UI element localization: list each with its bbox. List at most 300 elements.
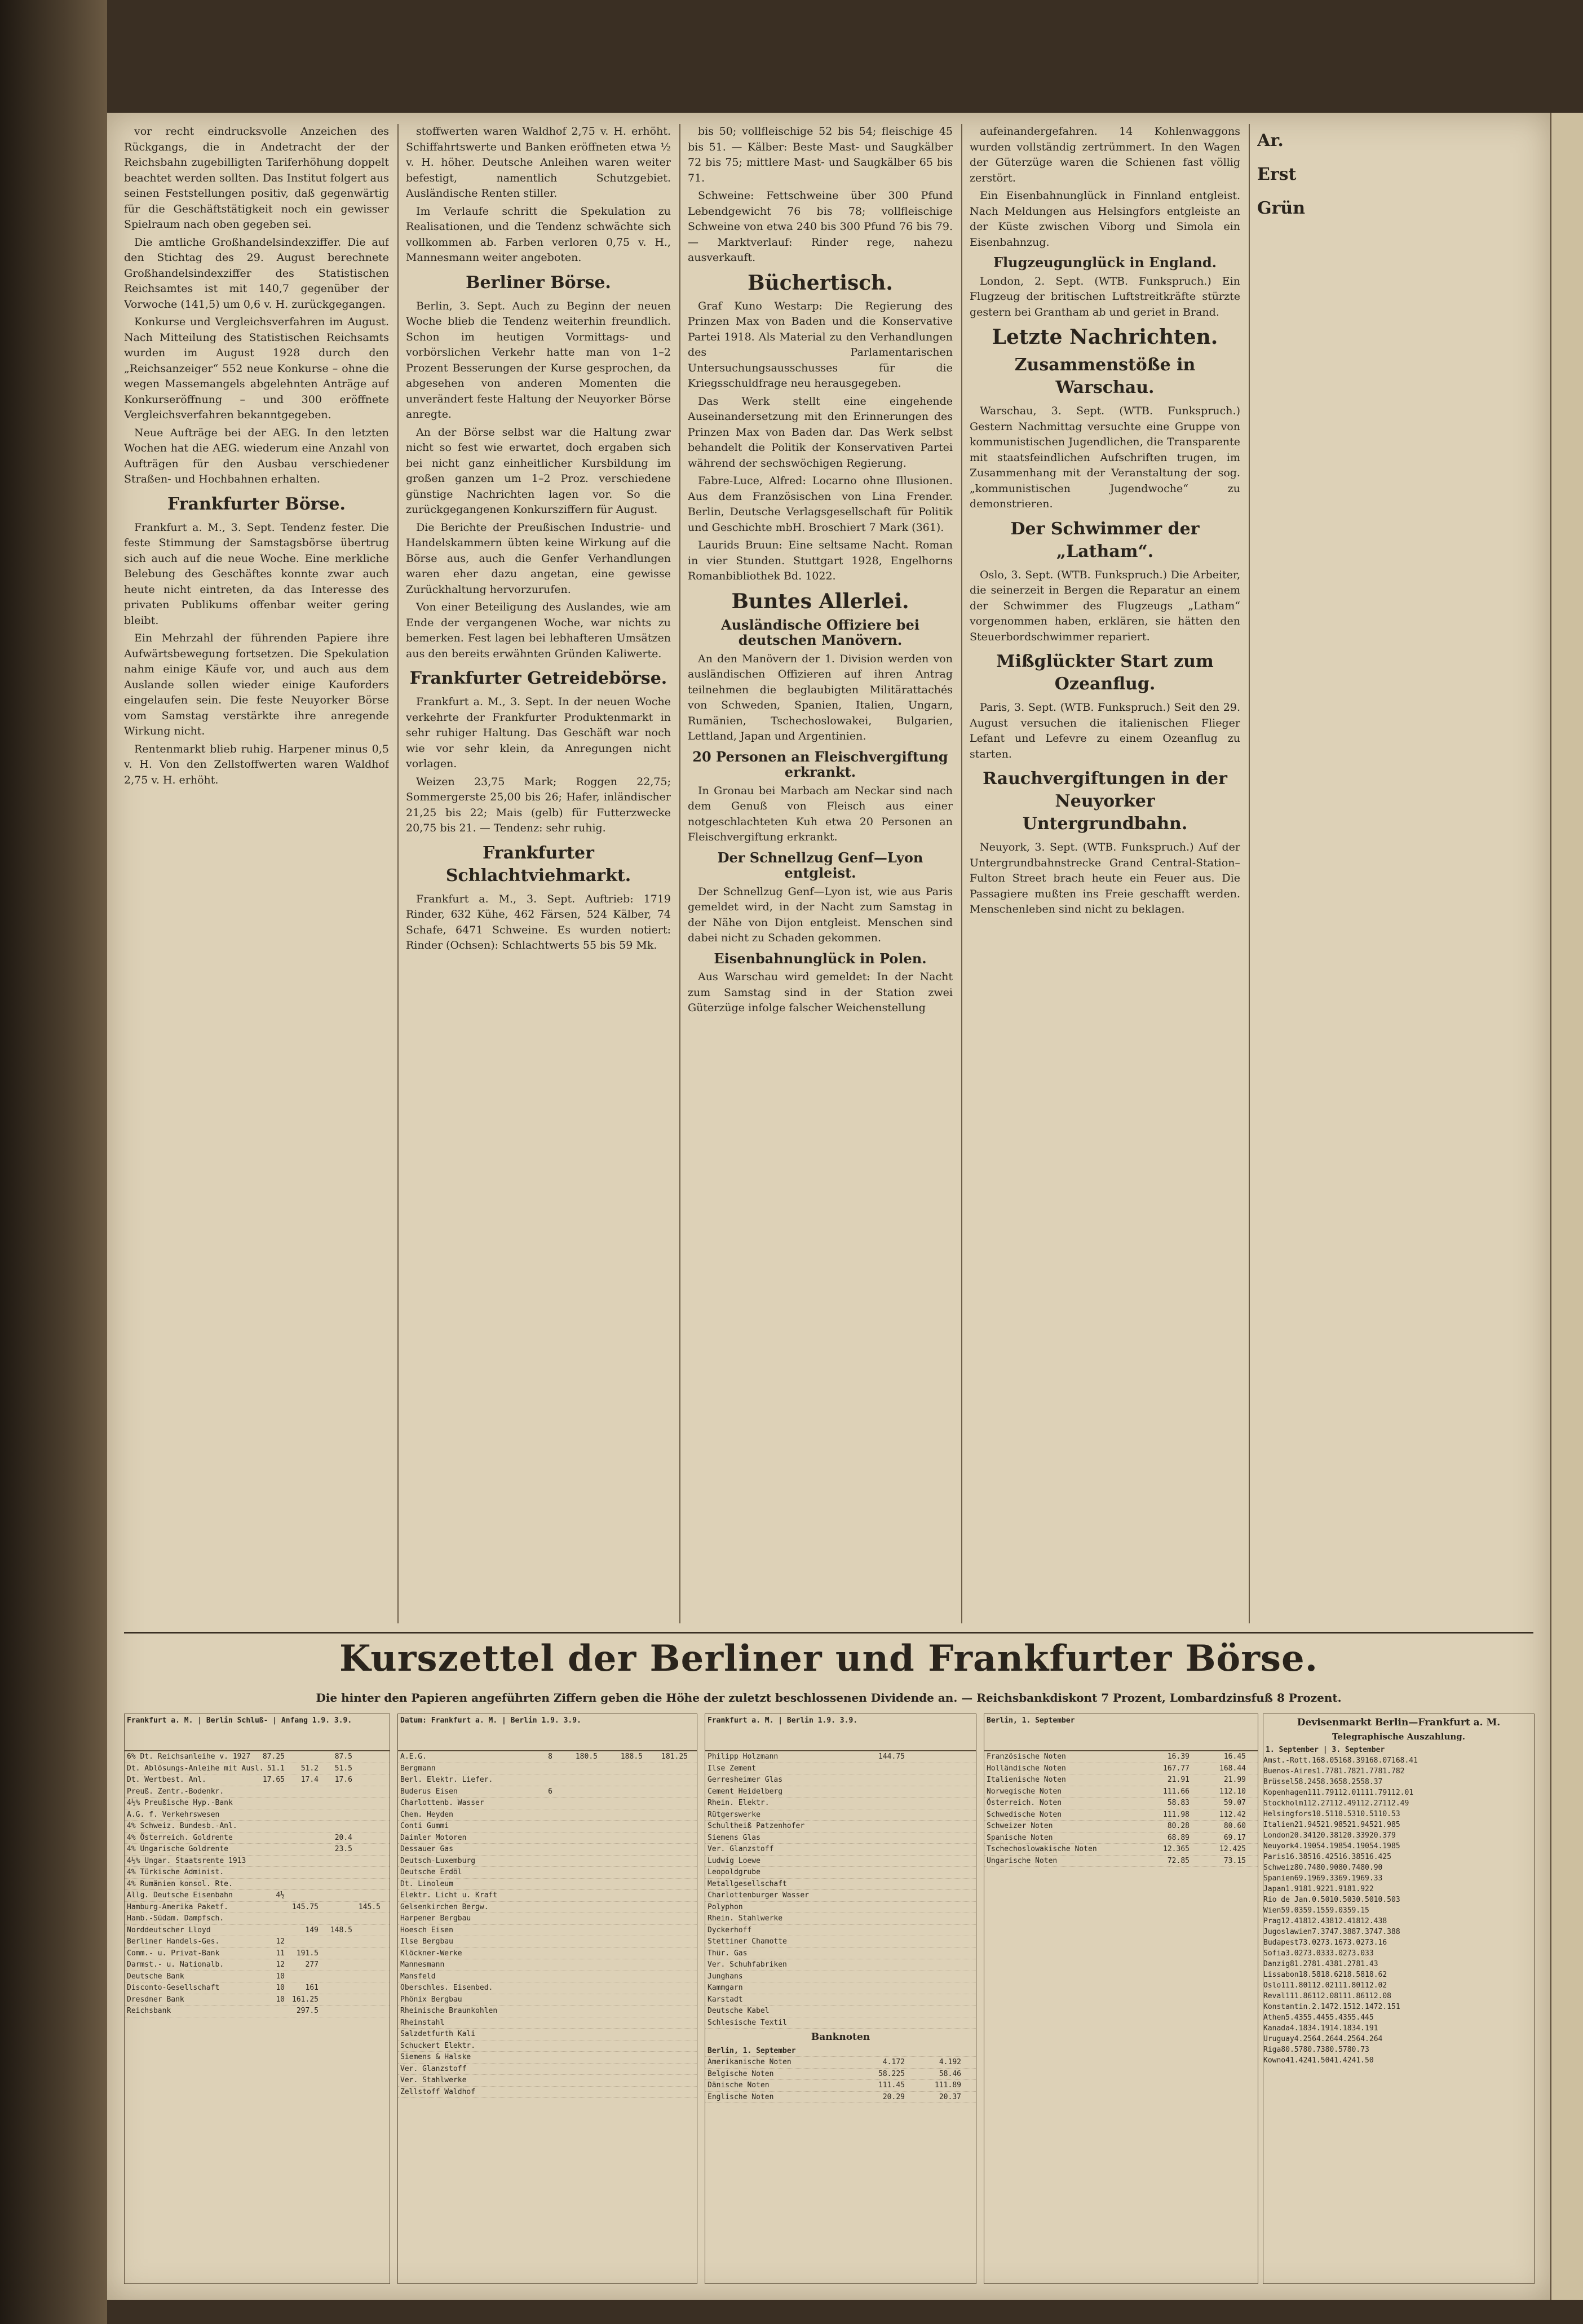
table-cell-value: 68.89: [1167, 1833, 1190, 1842]
table-cell-value: 73.16: [1320, 1938, 1343, 1947]
table-cell-name: Hoesch Eisen: [400, 1925, 453, 1935]
devisen-table: [1263, 1714, 1535, 2284]
table-row: [1263, 1798, 1534, 1809]
table-cell-name: 4% Türkische Administ.: [127, 1868, 224, 1876]
table-row: [705, 1936, 976, 1948]
table-row: [398, 1971, 697, 1983]
table-cell-value: 81.43: [1312, 1960, 1334, 1968]
table-cell-value: 4.1905: [1294, 1842, 1321, 1851]
table-cell-value: 16.425: [1365, 1853, 1392, 1861]
table-row: [1263, 1916, 1534, 1927]
table-row: [1263, 1777, 1534, 1787]
paragraph: Fabre-Luce, Alfred: Locarno ohne Illusionen. Aus dem Französischen von Lina Frender. Berlin, Deutsche Verlagsgesellschaft für Politik und Geschichte mbH. Broschiert 7 Mark (361).: [688, 475, 953, 534]
table-header: Berlin, 1. September: [984, 1714, 1258, 1751]
table-cell-value: 3.027: [1329, 1949, 1352, 1958]
table-row: [1263, 1948, 1534, 1959]
table-cell-value: 58.36: [1316, 1778, 1339, 1786]
table-cell-name: Stockholm: [1263, 1799, 1303, 1808]
heading-berliner-boerse: Berliner Börse.: [466, 272, 611, 293]
table-cell-name: Gerresheimer Glas: [708, 1776, 783, 1784]
table-cell-name: Elektr. Licht u. Kraft: [400, 1891, 498, 1900]
table-cell-value: 4.192: [939, 2058, 961, 2066]
table-row: [398, 1936, 697, 1948]
table-cell-value: 111.89: [935, 2081, 961, 2090]
table-cell-value: 12: [276, 1960, 285, 1969]
article-section: [124, 124, 1533, 1629]
table-row: [125, 1798, 390, 1809]
table-row: [1263, 2055, 1534, 2066]
table-row: [398, 1856, 697, 1867]
table-row: [984, 1832, 1258, 1844]
table-cell-name: Mansfeld: [400, 1972, 436, 1981]
table-cell-name: Kanada: [1263, 2024, 1290, 2033]
table-cell-value: 4.191: [1312, 2024, 1334, 2033]
table-cell-name: Wien: [1263, 1906, 1281, 1915]
table-cell-name: Schlesische Textil: [708, 2018, 787, 2027]
table-cell-value: 2.151: [1334, 2003, 1356, 2011]
table-row: [1263, 1787, 1534, 1798]
table-cell-value: 80.57: [1325, 2046, 1347, 2054]
table-cell-value: 161: [305, 1984, 319, 1992]
table-cell-name: Berliner Handels-Ges.: [127, 1937, 220, 1946]
table-cell-name: Thür. Gas: [708, 1949, 748, 1958]
table-cell-value: 1.782: [1338, 1767, 1361, 1776]
edge-fragment: Grün: [1257, 198, 1306, 218]
table-cell-value: 12.418: [1281, 1917, 1308, 1925]
table-cell-value: 1.782: [1382, 1767, 1405, 1776]
table-cell-value: 51.1: [267, 1764, 285, 1773]
table-cell-name: Reichsbank: [127, 2007, 171, 2015]
table-row: [398, 1890, 697, 1902]
table-cell-value: 112.02: [1307, 1981, 1334, 1990]
table-cell-value: 12.425: [1219, 1845, 1246, 1853]
table-cell-name: Dyckerhoff: [708, 1925, 752, 1935]
table-cell-value: 87.25: [262, 1752, 285, 1761]
table-row: [398, 2029, 697, 2040]
table-cell-name: Phönix Bergbau: [400, 1995, 462, 2004]
table-cell-name: Danzig: [1263, 1960, 1290, 1968]
table-row: [125, 1913, 390, 1925]
table-cell-value: 16.45: [1223, 1752, 1246, 1761]
table-cell-value: 81.27: [1289, 1960, 1312, 1968]
table-cell-name: Ver. Stahlwerke: [400, 2076, 467, 2084]
table-cell-name: Französische Noten: [987, 1752, 1066, 1761]
table-cell-value: 297.5: [296, 2007, 319, 2015]
table-cell-value: 73.16: [1365, 1938, 1387, 1947]
table-cell-name: Deutsch-Luxemburg: [400, 1856, 476, 1865]
table-cell-name: Amst.-Rott.: [1263, 1756, 1312, 1765]
banknoten-header: Berlin, 1. September: [705, 2046, 976, 2057]
table-cell-value: 20.341: [1289, 1831, 1316, 1840]
table-cell-value: 18.62: [1320, 1971, 1343, 1979]
table-row: [398, 1751, 697, 1763]
table-cell-value: 112.49: [1382, 1799, 1409, 1808]
table-cell-value: 20.29: [882, 2092, 905, 2101]
table-row: [398, 1832, 697, 1844]
table-cell-name: Spanien: [1263, 1874, 1294, 1883]
table-cell-value: 4.1985: [1373, 1842, 1400, 1851]
table-cell-value: 21.945: [1294, 1821, 1321, 1829]
table-cell-value: 41.50: [1351, 2056, 1374, 2065]
table-cell-name: Allg. Deutsche Eisenbahn: [127, 1891, 233, 1900]
heading-frankfurter-boerse: Frankfurter Börse.: [167, 494, 346, 514]
table-cell-value: 4.1905: [1347, 1842, 1374, 1851]
table-cell-value: 72.85: [1167, 1856, 1190, 1865]
table-cell-value: 10: [276, 1984, 285, 1992]
table-cell-value: 277: [305, 1960, 319, 1969]
edge-fragment: Ar.: [1257, 131, 1284, 150]
table-row: [1263, 1830, 1534, 1841]
table-cell-value: 17.6: [334, 1776, 352, 1784]
table-cell-value: 4½: [276, 1891, 285, 1900]
table-cell-name: Daimler Motoren: [400, 1833, 467, 1842]
table-cell-name: Karstadt: [708, 1995, 743, 2004]
table-cell-value: 145.75: [292, 1902, 319, 1911]
table-cell-name: Gelsenkirchen Bergw.: [400, 1902, 489, 1911]
paragraph: Paris, 3. Sept. (WTB. Funkspruch.) Seit den 29. August versuchen die italienischen Flieger Lefant und Lefevre zu einem Ozeanflug zu starten.: [970, 701, 1240, 760]
table-cell-name: Schwedische Noten: [987, 1810, 1062, 1819]
table-row: [1263, 1809, 1534, 1820]
devisen-title: Devisenmarkt Berlin—Frankfurt a. M.: [1297, 1717, 1501, 1728]
table-cell-value: 168.41: [1391, 1756, 1418, 1765]
paragraph: Neuyork, 3. Sept. (WTB. Funkspruch.) Auf der Untergrundbahnstrecke Grand Central-Station–Fulton Street brach heute ein Feuer aus. Die Passagiere mußten ins Freie geschafft werden. Menschenleben sind nicht zu beklagen.: [970, 841, 1240, 915]
table-cell-value: 112.27: [1356, 1799, 1383, 1808]
table-row: [125, 1925, 390, 1937]
table-cell-value: 17.65: [262, 1776, 285, 1784]
table-row: [125, 1879, 390, 1891]
column-divider: [679, 124, 680, 1623]
table-cell-value: 112.42: [1219, 1810, 1246, 1819]
table-row: [1263, 1937, 1534, 1948]
table-row: [705, 1763, 976, 1775]
table-row: [705, 2017, 976, 2029]
column-2: [406, 124, 671, 1623]
table-cell-value: 4.1985: [1320, 1842, 1347, 1851]
table-row: [1263, 1852, 1534, 1862]
table-cell-name: Dresdner Bank: [127, 1995, 184, 2004]
table-cell-name: Junghans: [708, 1972, 743, 1981]
table-cell-name: Ludwig Loewe: [708, 1856, 760, 1865]
table-cell-value: 112.08: [1365, 1992, 1392, 2000]
heading-latham: Der Schwimmer der „Latham“.: [1010, 519, 1200, 561]
table-cell-name: Charlottenburger Wasser: [708, 1891, 810, 1900]
table-body: [984, 1751, 1258, 1867]
table-cell-name: 4½% Ungar. Staatsrente 1913: [127, 1856, 246, 1865]
paragraph: Die Berichte der Preußischen Industrie- und Handelskammern übten keine Wirkung auf die Börse aus, auch die Genfer Verhandlungen waren eher dazu angetan, eine gewisse Zurückhaltung hervorzurufen.: [406, 521, 671, 596]
table-cell-name: Konstantin.: [1263, 2003, 1312, 2011]
table-cell-value: 10: [276, 1995, 285, 2004]
table-cell-value: 5.445: [1307, 2013, 1330, 2022]
table-cell-value: 5.445: [1351, 2013, 1374, 2022]
adjacent-page-edge: [1550, 113, 1583, 2300]
table-row: [398, 1821, 697, 1832]
table-cell-name: Rio de Jan.: [1263, 1896, 1312, 1904]
table-cell-name: Oslo: [1263, 1981, 1281, 1990]
table-row: [125, 1994, 390, 2006]
table-cell-value: 41.42: [1285, 2056, 1308, 2065]
table-header: Datum: Frankfurt a. M. | Berlin 1.9. 3.9.: [398, 1714, 697, 1751]
table-cell-value: 12: [276, 1937, 285, 1946]
table-cell-value: 12.438: [1360, 1917, 1387, 1925]
table-cell-value: 3.033: [1351, 1949, 1374, 1958]
table-cell-value: 41.42: [1329, 2056, 1352, 2065]
table-cell-value: 80.90: [1316, 1863, 1339, 1872]
table-cell-value: 58.225: [878, 2069, 905, 2078]
column-divider: [1249, 124, 1250, 1623]
table-cell-value: 69.19: [1294, 1874, 1316, 1883]
table-row: [125, 1751, 390, 1763]
banknoten-body: [705, 2057, 976, 2103]
table-row: [398, 1925, 697, 1937]
table-cell-value: 12.418: [1334, 1917, 1361, 1925]
paragraph: Weizen 23,75 Mark; Roggen 22,75; Sommergerste 25,00 bis 26; Hafer, inländischer 21,25 bis 22; Mais (gelb) für Futterzwecke 20,75 bis 21. — Tendenz: sehr ruhig.: [406, 775, 671, 834]
table-cell-value: 111.80: [1281, 1981, 1308, 1990]
table-cell-value: 167.77: [1163, 1764, 1190, 1773]
table-row: [984, 1798, 1258, 1809]
table-cell-value: 80.73: [1347, 2046, 1369, 2054]
table-row: [1263, 1862, 1534, 1873]
table-row: [398, 1879, 697, 1891]
paragraph: Warschau, 3. Sept. (WTB. Funkspruch.) Gestern Nachmittag versuchte eine Gruppe von kommunistischen Jugendlichen, die Transparente mit staatsfeindlichen Aufschriften trugen, im Zusammenhang mit der Veranstaltung der sog. „kommunistischen Jugendwoche“ zu demonstrieren.: [970, 405, 1240, 510]
table-cell-name: Mannesmann: [400, 1960, 445, 1969]
table-cell-value: 7.374: [1356, 1928, 1378, 1936]
table-cell-name: Conti Gummi: [400, 1822, 449, 1830]
table-cell-value: 168.44: [1219, 1764, 1246, 1773]
table-cell-name: Rheinische Braunkohlen: [400, 2007, 498, 2015]
table-cell-name: Prag: [1263, 1917, 1281, 1925]
table-cell-value: 4.256: [1294, 2035, 1316, 2043]
paragraph: Das Werk stellt eine eingehende Auseinandersetzung mit den Erinnerungen des Prinzen Max von Baden dar. Das Werk selbst behandelt die Politik der Konservativen Partei während der sechswöchigen Regierung.: [688, 395, 953, 470]
table-cell-value: 20.339: [1342, 1831, 1369, 1840]
table-cell-value: 10.51: [1312, 1810, 1334, 1818]
table-cell-name: Italien: [1263, 1821, 1294, 1829]
table-cell-name: 4% Ungarische Goldrente: [127, 1845, 229, 1853]
table-cell-name: Uruguay: [1263, 2035, 1294, 2043]
book-binding: [0, 0, 107, 2324]
table-cell-value: 7.388: [1334, 1928, 1356, 1936]
table-cell-value: 111.80: [1334, 1981, 1361, 1990]
table-row: [125, 1959, 390, 1971]
table-cell-name: Preuß. Zentr.-Bodenkr.: [127, 1787, 224, 1796]
table-cell-value: 112.02: [1360, 1981, 1387, 1990]
table-cell-value: 51.5: [334, 1764, 352, 1773]
newspaper-page: [107, 113, 1550, 2300]
paragraph: Frankfurt a. M., 3. Sept. Tendenz fester. Die feste Stimmung der Samstagsbörse übertrug sich auch auf die neue Woche. Eine merkliche Belebung des Geschäftes konnte zwar auch heute nicht eintreten, da das Interesse des privaten Publikums offenbar weiter gering bleibt.: [124, 521, 389, 627]
table-row: [984, 1821, 1258, 1832]
notes-table: [984, 1714, 1258, 2284]
table-cell-value: 5.435: [1329, 2013, 1352, 2022]
paragraph: aufeinandergefahren. 14 Kohlenwaggons wurden vollständig zertrümmert. In den Wagen der Güterzüge waren die Schienen fast völlig zerstört.: [970, 125, 1240, 184]
table-cell-value: 1.918: [1329, 1885, 1352, 1893]
edge-fragment: Erst: [1257, 165, 1297, 184]
table-row: [125, 1971, 390, 1983]
table-cell-value: 16.385: [1285, 1853, 1312, 1861]
heading-ozeanflug: Mißglückter Start zum Ozeanflug.: [996, 652, 1214, 694]
table-cell-value: 112.01: [1387, 1789, 1414, 1797]
table-row: [705, 1994, 976, 2006]
table-cell-value: 21.99: [1223, 1776, 1246, 1784]
table-row: [1263, 1820, 1534, 1830]
table-row: [705, 2057, 976, 2069]
table-cell-name: Neuyork: [1263, 1842, 1294, 1851]
table-row: [705, 1971, 976, 1983]
table-row: [984, 1856, 1258, 1867]
table-cell-value: 59.15: [1347, 1906, 1369, 1915]
table-cell-name: Metallgesellschaft: [708, 1879, 787, 1888]
table-header: Frankfurt a. M. | Berlin Schluß- | Anfang 1.9. 3.9.: [125, 1714, 390, 1751]
table-cell-value: 112.01: [1334, 1789, 1361, 1797]
devisen-header: 1. September | 3. September: [1266, 1746, 1385, 1754]
table-row: [125, 1763, 390, 1775]
table-cell-value: 59.03: [1281, 1906, 1303, 1915]
table-cell-value: 1.922: [1351, 1885, 1374, 1893]
table-row: [705, 1925, 976, 1937]
paragraph: Schweine: Fettschweine über 300 Pfund Lebendgewicht 76 bis 78; vollfleischige Schweine von etwa 240 bis 300 Pfund 76 bis 79. — Marktverlauf: Rinder rege, nahezu ausverkauft.: [688, 189, 953, 264]
heading-letzte-nachrichten: Letzte Nachrichten.: [992, 325, 1218, 349]
table-cell-name: Rhein. Elektr.: [708, 1799, 770, 1807]
table-cell-name: Kowno: [1263, 2056, 1286, 2065]
paragraph: London, 2. Sept. (WTB. Funkspruch.) Ein Flugzeug der britischen Luftstreitkräfte stürzte gestern bei Grantham ab und geriet in Brand.: [970, 275, 1240, 318]
table-row: [398, 1798, 697, 1809]
table-row: [125, 1786, 390, 1798]
table-cell-value: 111.79: [1307, 1789, 1334, 1797]
paragraph: vor recht eindrucksvolle Anzeichen des Rückgangs, die in Andetracht der der Reichsbahn zugebilligten Tariferhöhung doppelt beachtet werden sollten. Das Institut folgert aus seinen Feststellungen positiv, daß gegenwärtig für die Geschäftstätigkeit noch ein gewisser Spielraum nach oben gegeben sei.: [124, 125, 389, 231]
table-row: [984, 1774, 1258, 1786]
edge-fragments: [1257, 124, 1528, 1623]
table-cell-value: 58.46: [939, 2069, 961, 2078]
table-cell-value: 81.43: [1356, 1960, 1378, 1968]
table-cell-name: Charlottenb. Wasser: [400, 1799, 484, 1807]
table-cell-name: Klöckner-Werke: [400, 1949, 462, 1958]
paragraph: Oslo, 3. Sept. (WTB. Funkspruch.) Die Arbeiter, die seinerzeit in Bergen die Reparatur an einem der Schwimmer des Flugzeugs „Latham“ vorgenommen haben, erklären, sie hätten den Steuerbordschwimmer repariert.: [970, 568, 1240, 643]
table-cell-value: 18.58: [1298, 1971, 1321, 1979]
table-cell-value: 16.39: [1167, 1752, 1190, 1761]
table-row: [705, 1751, 976, 1763]
table-cell-name: Darmst.- u. Nationalb.: [127, 1960, 224, 1969]
heading-rauchvergiftungen: Rauchvergiftungen in der Neuyorker Untergrundbahn.: [983, 769, 1227, 834]
table-cell-name: Englische Noten: [708, 2092, 774, 2101]
table-cell-name: Paris: [1263, 1853, 1286, 1861]
table-cell-name: Hamburg-Amerika Paketf.: [127, 1902, 229, 1911]
table-body: [125, 1751, 390, 2017]
paragraph: Berlin, 3. Sept. Auch zu Beginn der neuen Woche blieb die Tendenz weiterhin freundlich. Schon im heutigen Vormittags- und vorbörslichen Verkehr hatte man von 1–2 Prozent Besserungen der Kurse gesprochen, da abgesehen von anderen Momenten die unverändert feste Haltung der Neuyorker Börse anregte.: [406, 299, 671, 420]
table-row: [705, 2006, 976, 2017]
table-row: [125, 1774, 390, 1786]
table-cell-value: 4.172: [882, 2058, 905, 2066]
table-body: [705, 1751, 976, 2029]
table-cell-name: 4½% Preußische Hyp.-Bank: [127, 1799, 233, 1807]
kurszettel-subtitle: Die hinter den Papieren angeführten Ziffern geben die Höhe der zuletzt beschlossenen Dividende an. — Reichsbankdiskont 7 Prozent, Lombardzinsfuß 8 Prozent.: [316, 1691, 1342, 1705]
table-cell-value: 144.75: [878, 1752, 905, 1761]
table-cell-value: 80.57: [1281, 2046, 1303, 2054]
table-row: [705, 1890, 976, 1902]
table-cell-name: Norddeutscher Lloyd: [127, 1925, 211, 1935]
table-row: [705, 2080, 976, 2092]
table-cell-name: Schuckert Elektr.: [400, 2041, 476, 2050]
heading-buechertisch: Büchertisch.: [748, 271, 893, 295]
table-cell-name: Helsingfors: [1263, 1810, 1312, 1818]
table-cell-value: 80.28: [1167, 1822, 1190, 1830]
table-cell-name: Ilse Bergbau: [400, 1937, 453, 1946]
table-cell-value: 10.51: [1356, 1810, 1378, 1818]
heading-buntes-allerlei: Buntes Allerlei.: [731, 589, 909, 613]
table-cell-name: Chem. Heyden: [400, 1810, 453, 1819]
table-cell-name: Deutsche Bank: [127, 1972, 184, 1981]
table-row: [125, 1902, 390, 1914]
column-divider: [397, 124, 399, 1623]
table-row: [1263, 1755, 1534, 1766]
table-row: [398, 1913, 697, 1925]
table-cell-name: Spanische Noten: [987, 1833, 1053, 1842]
table-cell-value: 18.62: [1365, 1971, 1387, 1979]
table-row: [125, 1948, 390, 1960]
table-cell-name: Polyphon: [708, 1902, 743, 1911]
table-cell-value: 0.501: [1312, 1896, 1334, 1904]
table-cell-name: Dt. Wertbest. Anl.: [127, 1776, 206, 1784]
table-cell-name: Rütgerswerke: [708, 1810, 760, 1819]
table-cell-value: 1.922: [1307, 1885, 1330, 1893]
table-cell-name: Comm.- u. Privat-Bank: [127, 1949, 220, 1958]
table-row: [705, 1913, 976, 1925]
table-cell-value: 180.5: [575, 1752, 598, 1761]
table-cell-name: Ver. Schuhfabriken: [708, 1960, 787, 1969]
table-row: [984, 1751, 1258, 1763]
table-row: [125, 2006, 390, 2017]
table-row: [705, 1902, 976, 1914]
table-row: [398, 1867, 697, 1879]
paragraph: Neue Aufträge bei der AEG. In den letzten Wochen hat die AEG. wiederum eine Anzahl von Aufträgen für den Ausbau verschiedener Straßen- und Hochbahnen erhalten.: [124, 426, 389, 485]
table-cell-value: 12.365: [1163, 1845, 1190, 1853]
banknoten-title: Banknoten: [811, 2031, 870, 2043]
table-row: [1263, 2034, 1534, 2044]
table-cell-name: A.G. f. Verkehrswesen: [127, 1810, 220, 1819]
table-cell-value: 51.2: [300, 1764, 319, 1773]
table-cell-value: 69.33: [1360, 1874, 1383, 1883]
table-cell-name: Berl. Elektr. Liefer.: [400, 1776, 493, 1784]
paragraph: Konkurse und Vergleichsverfahren im August. Nach Mitteilung des Statistischen Reichsamts wurden im August 1928 durch den „Reichsanzeiger“ 552 neue Konkurse – ohne die wegen Massemangels abgelehnten Anträge auf Konkurseröffnung – und 300 eröffnete Vergleichsverfahren bekanntgegeben.: [124, 316, 389, 421]
table-cell-name: Deutsche Erdöl: [400, 1868, 462, 1876]
table-row: [705, 1867, 976, 1879]
table-cell-name: Oberschles. Eisenbed.: [400, 1984, 493, 1992]
table-row: [125, 1844, 390, 1856]
table-row: [705, 2069, 976, 2080]
table-row: [1263, 2002, 1534, 2012]
table-cell-value: 111.86: [1285, 1992, 1312, 2000]
column-divider: [961, 124, 962, 1623]
table-row: [1263, 1873, 1534, 1884]
table-row: [705, 1982, 976, 1994]
table-cell-name: Rheinstahl: [400, 2018, 445, 2027]
table-cell-value: 23.5: [334, 1845, 352, 1853]
subheading: Der Schnellzug Genf—Lyon entgleist.: [717, 849, 923, 881]
heading-warschau: Zusammenstöße in Warschau.: [1014, 355, 1196, 397]
table-cell-value: 16.385: [1338, 1853, 1365, 1861]
table-cell-value: 161.25: [292, 1995, 319, 2004]
table-row: [705, 1821, 976, 1832]
table-cell-name: Siemens Glas: [708, 1833, 760, 1842]
paragraph: Frankfurt a. M., 3. Sept. Auftrieb: 1719 Rinder, 632 Kühe, 462 Färsen, 524 Kälber, 74 Schafe, 6471 Schweine. Es wurden notiert: Rinder (Ochsen): Schlachtwerts 55 bis 59 Mk.: [406, 892, 671, 951]
table-cell-value: 58.37: [1360, 1778, 1383, 1786]
table-row: [705, 1798, 976, 1809]
table-row: [1263, 1959, 1534, 1969]
table-row: [1263, 1927, 1534, 1937]
table-cell-value: 20.381: [1316, 1831, 1343, 1840]
table-cell-value: 73.02: [1298, 1938, 1321, 1947]
table-cell-value: 168.05: [1312, 1756, 1339, 1765]
paragraph: Rentenmarkt blieb ruhig. Harpener minus 0,5 v. H. Von den Zellstoffwerten waren Waldhof 2,75 v. H. erhöht.: [124, 742, 389, 786]
table-row: [398, 1786, 697, 1798]
table-row: [398, 2052, 697, 2064]
